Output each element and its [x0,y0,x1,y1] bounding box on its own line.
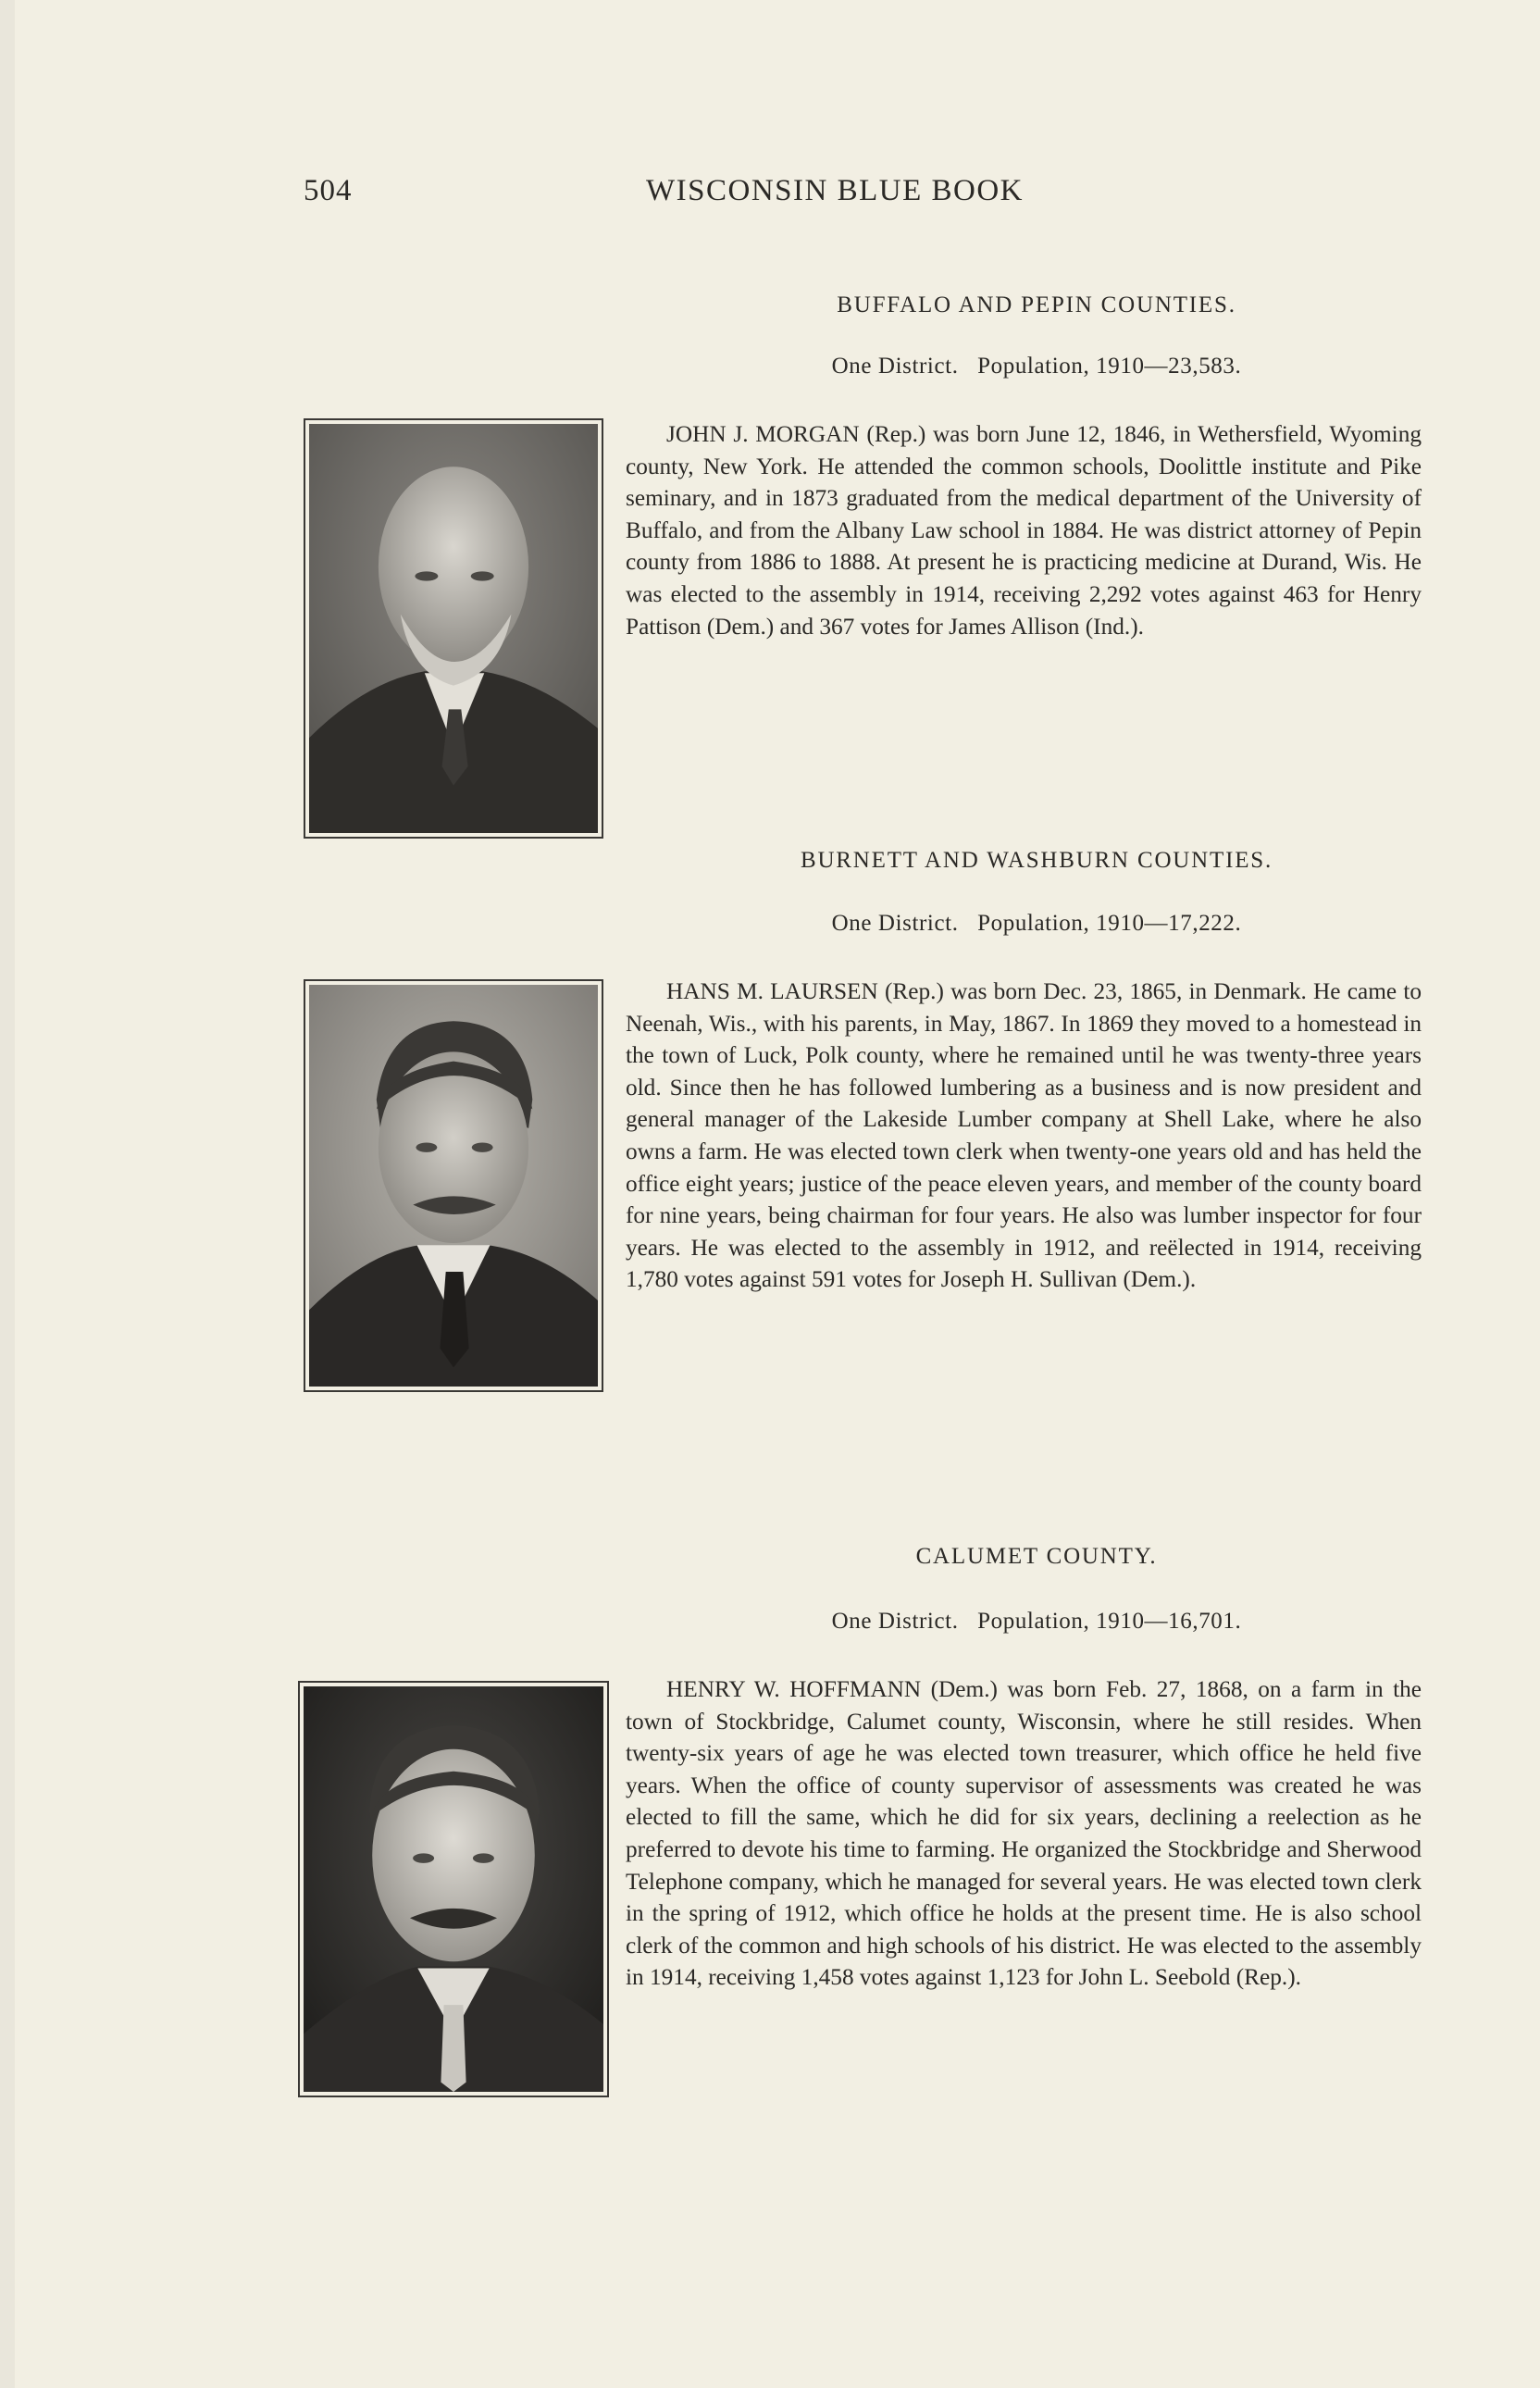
bio-john-morgan: JOHN J. MORGAN (Rep.) was born June 12, 1846, in Wethersfield, Wyoming county, New York. He attended the common schools, Doolittle institute and Pike seminary, and in 1873 graduated from the medical department of the University of Buffalo, and from the Albany Law school in 1884. He was district attorney of Pepin county from 1886 to 1888. At present he is practicing medicine at Durand, Wis. He was elected to the assembly in 1914, receiving 2,292 votes against 463 for Henry Pattison (Dem.) and 367 votes for James Allison (Ind.). [626,421,1422,640]
section-heading-burnett-washburn: BURNETT AND WASHBURN COUNTIES. [800,848,1273,873]
section-heading-calumet: CALUMET COUNTY. [915,1544,1158,1569]
section-subheading-burnett-washburn: One District. Population, 1910—17,222. [831,911,1242,936]
portrait-photo-icon [309,424,598,833]
page-number: 504 [304,174,353,207]
book-title: WISCONSIN BLUE BOOK [646,174,1024,207]
portrait-photo-icon [309,985,598,1387]
document-page [15,0,1540,2388]
section-subheading-buffalo-pepin: One District. Population, 1910—23,583. [831,354,1242,379]
page-header [15,174,1540,220]
section-heading-buffalo-pepin: BUFFALO AND PEPIN COUNTIES. [837,292,1236,317]
portrait-photo-icon [304,1686,603,2092]
portrait-henry-hoffmann [298,1681,609,2097]
portrait-hans-laursen [304,979,603,1392]
portrait-john-morgan [304,418,603,839]
bio-henry-hoffmann: HENRY W. HOFFMANN (Dem.) was born Feb. 27, 1868, on a farm in the town of Stockbridge, Calumet county, Wisconsin, where he still resides. When twenty-six years of age he was elected town treasurer, which office he held five years. When the office of county supervisor of assessments was created he was elected to fill the same, which he did for six years, declining a reelection as he preferred to devote his time to farming. He organized the Stockbridge and Sherwood Telephone company, which he managed for several years. He was elected town clerk in the spring of 1912, which office he holds at the present time. He is also school clerk of the common and high schools of his district. He was elected to the assembly in 1914, receiving 1,458 votes against 1,123 for John L. Seebold (Rep.). [626,1676,1422,1991]
bio-hans-laursen: HANS M. LAURSEN (Rep.) was born Dec. 23, 1865, in Denmark. He came to Neenah, Wis., with his parents, in May, 1867. In 1869 they moved to a homestead in the town of Luck, Polk county, where he remained until he was twenty-three years old. Since then he has followed lumbering as a business and is now president and general manager of the Lakeside Lumber company at Shell Lake, where he also owns a farm. He was elected town clerk when twenty-one years old and has held the office eight years; justice of the peace eleven years, and member of the county board for nine years, being chairman for four years. He also was lumber inspector for four years. He was elected to the assembly in 1912, and reëlected in 1914, receiving 1,780 votes against 591 votes for Joseph H. Sullivan (Dem.). [626,978,1422,1293]
section-subheading-calumet: One District. Population, 1910—16,701. [831,1609,1242,1634]
